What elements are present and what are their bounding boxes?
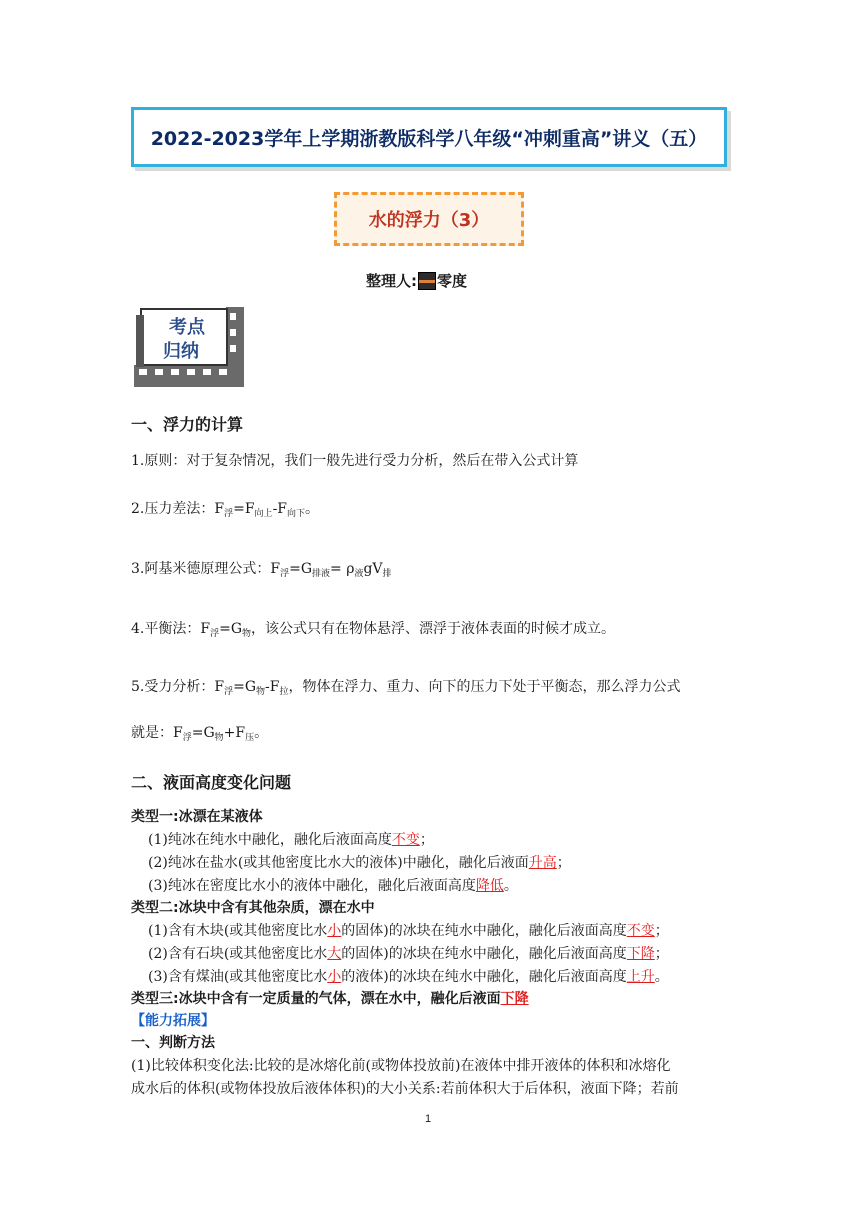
paragraph-balance: 4.平衡法：$F_浮=G_物$，该公式只有在物体悬浮、漂浮于液体表面的时候才成立。 (131, 621, 616, 639)
key-points-badge (131, 305, 246, 390)
extension-line1: (1)比较体积变化法:比较的是冰熔化前(或物体投放前)在液体中排开液体的体积和冰熔化 (131, 1058, 671, 1074)
page-number: 1 (425, 1113, 432, 1125)
section2-heading: 二、液面高度变化问题 (131, 773, 292, 792)
type2-heading: 类型二:冰块中含有其他杂质，漂在水中 (131, 900, 375, 916)
list-item: (2)含有石块(或其他密度比水大的固体)的冰块在纯水中融化，融化后液面高度下降； (148, 946, 669, 962)
sunset-icon (418, 272, 436, 290)
paragraph-force-analysis: 5.受力分析：$F_浮=G_物-F_拉$，物体在浮力、重力、向下的压力下处于平衡态，那么浮力公式 (131, 679, 681, 697)
subtitle-box (334, 192, 524, 246)
title-box (131, 107, 727, 167)
list-item: (2)纯冰在盐水(或其他密度比水大的液体)中融化，融化后液面升高； (148, 855, 571, 871)
section1-heading: 一、浮力的计算 (131, 415, 244, 434)
extension-heading: 一、判断方法 (131, 1035, 215, 1051)
badge-line2: 归纳 (163, 341, 199, 362)
list-item: (3)含有煤油(或其他密度比水小的液体)的冰块在纯水中融化，融化后液面高度上升。 (148, 969, 669, 985)
type3-line: 类型三:冰块中含有一定质量的气体，漂在水中，融化后液面下降 (131, 991, 529, 1007)
document-subtitle: 水的浮力（3） (368, 210, 490, 231)
type1-heading: 类型一:冰漂在某液体 (131, 809, 263, 825)
paragraph-pressure-difference: 2.压力差法：$F_浮=F_{向上}-F_{向下}$。 (131, 501, 320, 519)
list-item: (1)含有木块(或其他密度比水小的固体)的冰块在纯水中融化，融化后液面高度不变； (148, 923, 669, 939)
list-item: (3)纯冰在密度比水小的液体中融化，融化后液面高度降低。 (148, 878, 518, 894)
paragraph-principle: 1.原则：对于复杂情况，我们一般先进行受力分析，然后在带入公式计算 (131, 453, 579, 469)
extension-label: 【能力拓展】 (131, 1013, 215, 1029)
extension-line2: 成水后的体积(或物体投放后液体体积)的大小关系:若前体积大于后体积，液面下降；若前 (131, 1081, 679, 1097)
editor-label: 整理人: (366, 272, 417, 290)
paragraph-force-formula: 就是：$F_浮=G_物+F_压$。 (131, 725, 269, 743)
paragraph-archimedes: 3.阿基米德原理公式：$F_浮=G_{排液}= \rho_液gV_排$ (131, 561, 392, 579)
badge-line1: 考点 (169, 317, 205, 338)
list-item: (1)纯冰在纯水中融化，融化后液面高度不变； (148, 832, 434, 848)
editor-name: 零度 (437, 272, 468, 290)
editor-line (366, 270, 467, 291)
document-title: 2022-2023学年上学期浙教版科学八年级“冲刺重高”讲义（五） (150, 127, 708, 150)
